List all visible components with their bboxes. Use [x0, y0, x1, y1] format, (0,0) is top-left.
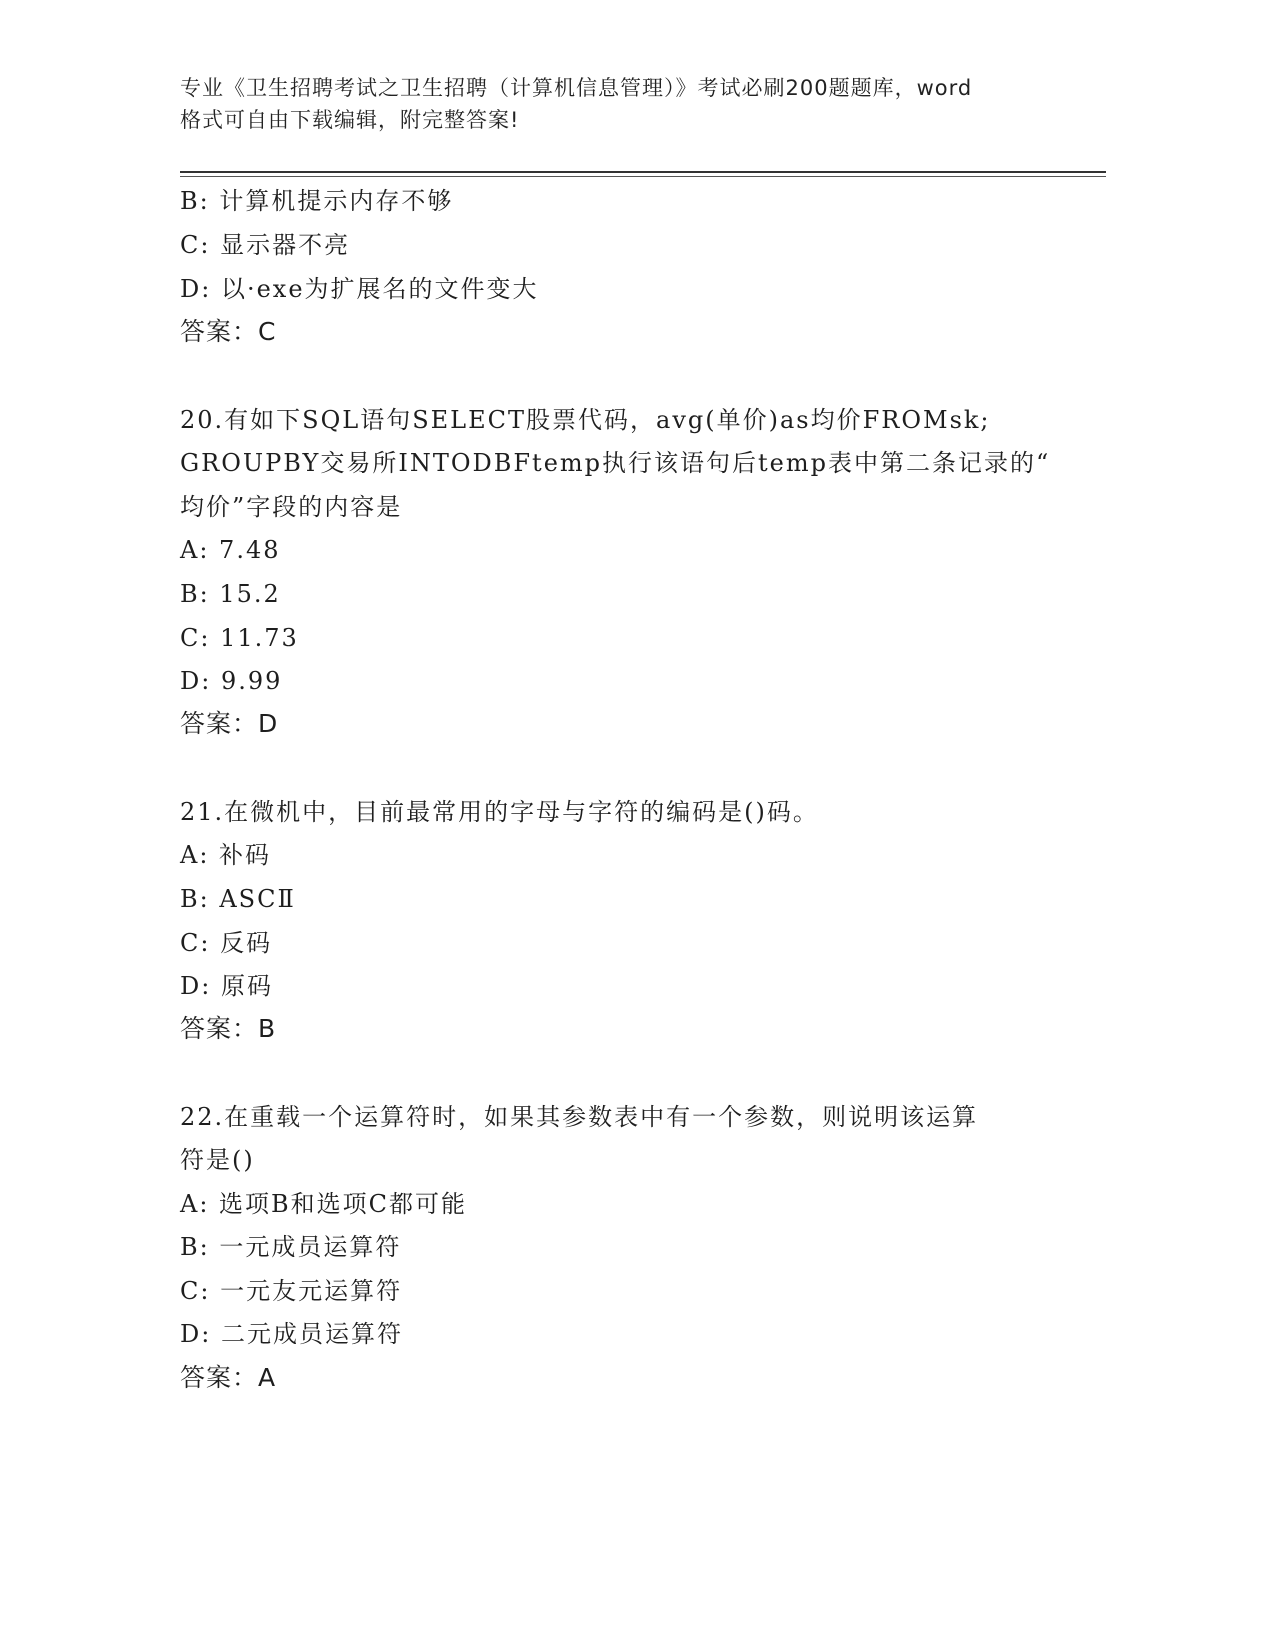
q22-option-a: A: 选项B和选项C都可能 — [180, 1190, 468, 1218]
q22-answer: 答案：A — [180, 1363, 277, 1392]
q21-option-d: D: 原码 — [180, 972, 273, 1000]
q22-stem-line-2: 符是() — [180, 1146, 255, 1174]
q21-option-c: C: 反码 — [180, 929, 273, 957]
q22-stem-line-1: 22.在重载一个运算符时，如果其参数表中有一个参数，则说明该运算 — [180, 1103, 979, 1131]
q21-answer: 答案：B — [180, 1014, 277, 1043]
header-divider-thick — [180, 171, 1106, 173]
q19-option-d: D: 以·exe为扩展名的文件变大 — [180, 275, 539, 303]
q20-stem-line-2: GROUPBY交易所INTODBFtemp执行该语句后temp表中第二条记录的“ — [180, 449, 1051, 477]
q22-option-d: D: 二元成员运算符 — [180, 1320, 403, 1348]
header-title-line-2: 格式可自由下载编辑，附完整答案! — [180, 108, 520, 132]
q20-option-a: A: 7.48 — [180, 536, 281, 564]
q20-option-b: B: 15.2 — [180, 580, 281, 608]
document-header — [180, 72, 1060, 136]
q20-option-c: C: 11.73 — [180, 624, 299, 652]
q20-stem-line-3: 均价”字段的内容是 — [180, 493, 403, 521]
q20-stem-line-1: 20.有如下SQL语句SELECT股票代码，avg(单价)as均价FROMsk; — [180, 406, 991, 434]
header-title-line-1: 专业《卫生招聘考试之卫生招聘（计算机信息管理）》考试必刷200题题库，word — [180, 76, 973, 100]
q21-option-a: A: 补码 — [180, 841, 272, 869]
q21-option-b: B: ASCⅡ — [180, 885, 296, 913]
q21-stem-line-1: 21.在微机中，目前最常用的字母与字符的编码是()码。 — [180, 798, 819, 826]
q19-answer: 答案：C — [180, 317, 277, 346]
q22-option-b: B: 一元成员运算符 — [180, 1233, 402, 1261]
q19-option-c: C: 显示器不亮 — [180, 231, 351, 259]
q20-answer: 答案：D — [180, 709, 279, 738]
q19-option-b: B: 计算机提示内存不够 — [180, 187, 454, 215]
q22-option-c: C: 一元友元运算符 — [180, 1277, 403, 1305]
header-divider-thin — [180, 176, 1106, 177]
q20-option-d: D: 9.99 — [180, 667, 283, 695]
